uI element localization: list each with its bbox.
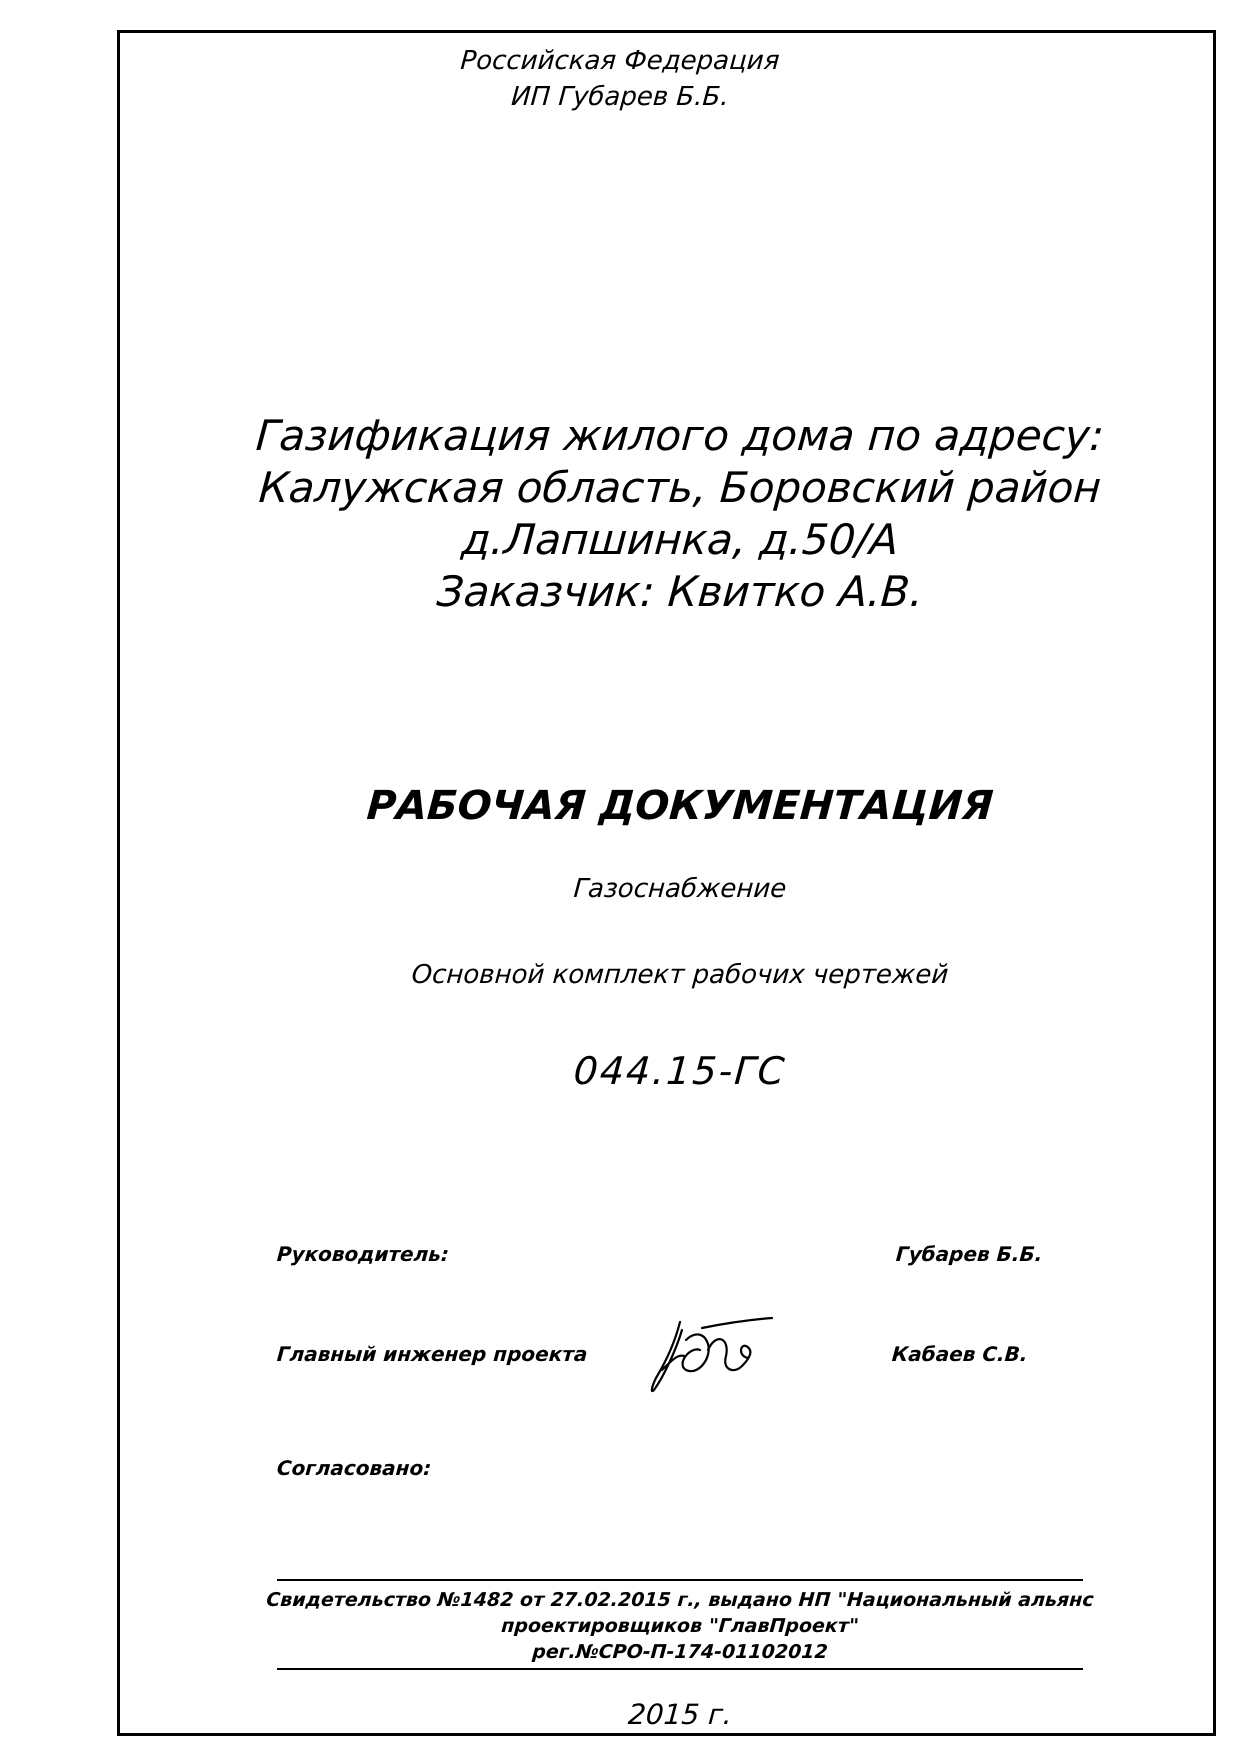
certificate-line-1: Свидетельство №1482 от 27.02.2015 г., выдано НП "Национальный альянс [265, 1589, 1095, 1611]
chief-engineer-label: Главный инженер проекта [276, 1342, 589, 1366]
certificate-bottom-rule [277, 1668, 1083, 1670]
handwritten-signature [642, 1310, 782, 1400]
title-line-3: д.Лапшинка, д.50/А [459, 515, 901, 564]
certificate-line-2: проектировщиков "ГлавПроект" [500, 1615, 860, 1637]
certificate-top-rule [277, 1579, 1083, 1581]
head-label: Руководитель: [276, 1242, 450, 1266]
document-set: Основной комплект рабочих чертежей [410, 960, 950, 990]
title-line-4: Заказчик: Квитко А.В. [435, 567, 925, 616]
document-type: РАБОЧАЯ ДОКУМЕНТАЦИЯ [365, 783, 995, 829]
footer-year: 2015 г. [626, 1698, 734, 1731]
certificate-line-3: рег.№СРО-П-174-01102012 [531, 1641, 829, 1663]
title-line-1: Газификация жилого дома по адресу: [254, 411, 1106, 460]
header-country: Российская Федерация [459, 46, 781, 76]
chief-engineer-name: Кабаев С.В. [891, 1342, 1029, 1366]
title-line-2: Калужская область, Боровский район [257, 463, 1103, 512]
header-organization: ИП Губарев Б.Б. [510, 82, 730, 112]
head-name: Губарев Б.Б. [895, 1242, 1044, 1266]
document-section: Газоснабжение [572, 874, 788, 904]
agreed-label: Согласовано: [276, 1456, 433, 1480]
document-code: 044.15-ГС [572, 1049, 788, 1093]
